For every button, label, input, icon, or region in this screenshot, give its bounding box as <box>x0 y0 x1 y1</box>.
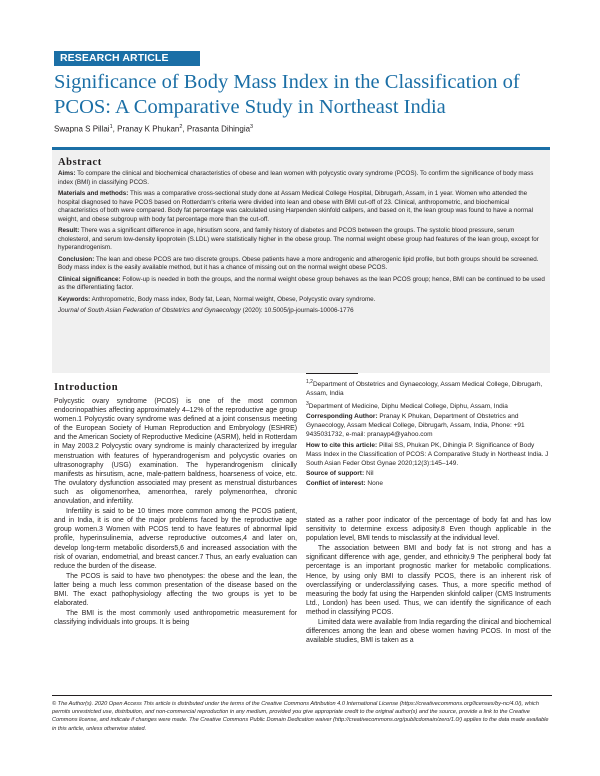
cite-text: Pillai SS, Phukan PK, Dihingia P. Significance of Body Mass Index in the Classification of PCOS: A Comparative Study in Northeast India. J South Asian Feder Obst Gynae 2020;12(3):145–149. <box>306 441 549 467</box>
abstract-clinical <box>58 276 545 293</box>
support-text: Nil <box>364 470 374 478</box>
abstract-result <box>58 227 545 253</box>
affiliation-1-2 <box>306 378 551 399</box>
affiliation-3 <box>306 400 551 411</box>
affiliation-text: Department of Obstetrics and Gynaecology, Assam Medical College, Dibrugarh, Assam, India <box>306 381 543 398</box>
how-to-cite <box>306 441 551 469</box>
author-affiliation-mark: 3 <box>250 124 254 130</box>
clinical-text: Follow-up is needed in both the groups, and the normal weight obese group behaves as the lean PCOS group; hence, BMI can be continued to be used as the differentiating factor. <box>58 275 545 291</box>
abstract-conclusion <box>58 256 545 273</box>
affiliation-rule <box>306 373 358 374</box>
intro-paragraph: stated as a rather poor indicator of the percentage of body fat and has low sensitivity to determine excess adiposity.8 Even though applicable in the population level, BMI tends to misclassify at the individual level. <box>306 517 551 543</box>
aims-text: To compare the clinical and biochemical characteristics of obese and lean women with polycystic ovary syndrome (PCOS). To confirm the significance of body mass index (BMI) in classifying PCOS. <box>58 170 534 186</box>
abstract-aims <box>58 170 545 187</box>
intro-paragraph: Polycystic ovary syndrome (PCOS) is one of the most common endocrinopathies affecting approximately 4–12% of the reproductive age group women.1 Polycystic ovary syndrome was defined at a joint consensus meeting of the European Society of Human Reproduction and Embryology (ESHRE) and the American Society of Reproductive Medicine (ASRM), held in Rotterdam in May 2003.2 Polycystic ovary syndrome is mainly characterized by irregular menstruation with features of hyperandrogenism and polycystic ovaries on ultrasonography (USG) examination. The hyperandrogenism clinically manifests as hirsutism, acne, male-pattern baldness, hoarseness of voice, etc. The ovulatory dysfunction associated may present as menstrual disturbances such as oligomenorrhea, amenorrhea, rarely polymenorrhea, chronic anovulation, and infertility. <box>54 398 297 506</box>
keywords-label: Keywords: <box>58 295 91 303</box>
intro-paragraph: The PCOS is said to have two phenotypes: the obese and the lean, the latter being a much less common presentation of the disease based on the BMI. The exact pathophysiology affecting the two groups is yet to be elaborated. <box>54 572 297 608</box>
abstract-methods <box>58 190 545 224</box>
conclusion-label: Conclusion: <box>58 255 95 263</box>
right-column <box>306 516 551 645</box>
author-list: Swapna S Pillai$^1$, Pranay K Phukan$^2$, Prasanta Dihingia$^3$ <box>54 124 254 134</box>
article-title: Significance of Body Mass Index in the Classification of PCOS: A Comparative Study in Northeast India <box>54 71 520 118</box>
methods-text: This was a comparative cross-sectional study done at Assam Medical College Hospital, Dibrugarh, Assam, in 1 year. Women who attended the hospital diagnosed to have PCOS based on Rotterdam's criteria were divided into lean and obese with BMI cut-off of 23. Clinical, anthropometric, and biochemical characteristics of both were compared. Body fat percentage was calculated using Harpenden skinfold calipers, and based on it, the lean group was found to have a normal weight, and obese subgroup with body fat percentage more than the cut-off. <box>58 190 533 223</box>
source-of-support <box>306 469 551 478</box>
footer-rule <box>52 695 552 696</box>
result-text: There was a significant difference in age, hirsutism score, and family history of diabetes and PCOS between the groups. The systolic blood pressure, serum cholesterol, and serum low-density lipoprotein (S.LDL) were statistically higher in the obese group. The normal weight obese group had features of the lean group, except for hyperandrogenism. <box>58 227 539 251</box>
affiliation-block <box>306 378 551 490</box>
article-type-banner: RESEARCH ARTICLE <box>54 51 200 66</box>
author-affiliation-mark: 1 <box>109 124 113 130</box>
corr-label: Corresponding Author: <box>306 412 378 420</box>
affiliation-mark: 1,2 <box>306 379 313 385</box>
journal-name: Journal of South Asian Federation of Obstetrics and Gynaecology <box>58 307 241 314</box>
corr-text: Pranay K Phukan, Department of Obstetrics and Gynaecology, Assam Medical College, Dibrugarh, Assam, India, Phone: +91 9435031732, e-mail: pranayp4@yahoo.com <box>306 412 525 439</box>
abstract-body <box>58 170 545 319</box>
introduction-heading: Introduction <box>54 382 119 393</box>
intro-paragraph: Limited data were available from India regarding the clinical and biochemical differences among the lean and obese women having PCOS. In most of the available studies, BMI is taken as a <box>306 619 551 645</box>
aims-label: Aims: <box>58 170 76 177</box>
doi-text: (2020): 10.5005/jp-journals-10006-1776 <box>240 307 354 314</box>
abstract-citation <box>58 307 545 316</box>
intro-paragraph: Infertility is said to be 10 times more common among the PCOS patient, and in India, it is one of the major problems faced by the reproductive age group women.3 Women with PCOS tend to have features of abnormal lipid profile, hyperinsulinemia, adverse reproductive outcomes,4 and later on, develop long-term metabolic disorders5,6 and increased association with the risk of ovarian, endometrial, and breast cancer.7 Thus, an early evaluation can reduce the burden of the disease. <box>54 508 297 570</box>
methods-label: Materials and methods: <box>58 190 129 197</box>
conflict-of-interest <box>306 479 551 488</box>
abstract-heading: Abstract <box>58 157 102 168</box>
abstract-keywords <box>58 296 545 305</box>
affiliation-mark: 3 <box>306 400 309 407</box>
corresponding-author <box>306 412 551 440</box>
author-name: Pranay K Phukan <box>117 124 180 134</box>
left-column <box>54 397 297 627</box>
author-name: Prasanta Dihingia <box>186 124 251 134</box>
conclusion-text: The lean and obese PCOS are two discrete groups. Obese patients have a more androgenic and atherogenic lipid profile, but both groups should be screened. Body mass index is the easily available method, but it has a chance of missing out on the normal weight obese PCOS. <box>58 255 539 271</box>
author-affiliation-mark: 2 <box>179 124 183 130</box>
affiliation-text: Department of Medicine, Diphu Medical College, Diphu, Assam, India <box>308 402 508 410</box>
conflict-label: Conflict of interest: <box>306 480 366 488</box>
keywords-text: Anthropometric, Body mass index, Body fat, Lean, Normal weight, Obese, Polycystic ovary syndrome. <box>90 295 376 303</box>
intro-paragraph: The association between BMI and body fat is not strong and has a significant difference with age, gender, and ethnicity.9 The peripheral body fat percentage is an important prognostic marker for metabolic complications. Hence, by using only BMI to classify PCOS, there is an inherent risk of overclassifying or underclassifying cases. Thus, a more specific method of measuring the body fat using the Harpenden skinfold caliper (CMS Instruments Ltd., London) has been used. Thus, we can identify the significance of each method in classifying PCOS. <box>306 545 551 616</box>
author-name: Swapna S Pillai <box>54 124 110 134</box>
cite-label: How to cite this article: <box>306 441 378 449</box>
conflict-text: None <box>365 480 383 488</box>
support-label: Source of support: <box>306 470 365 478</box>
license-footer: © The Author(s). 2020 Open Access This article is distributed under the terms of the Creative Commons Attribution 4.0 International License (https://creativecommons.org/licenses/by-nc/4.0/), which permits unrestricted use, distribution, and non-commercial reproduction in any medium, provided you give appropriate credit to the original author(s) and the source, provide a link to the Creative Commons license, and indicate if changes were made. The Creative Commons Public Domain Dedication waiver (http://creativecommons.org/publicdomain/zero/1.0/) applies to the data made available in this article, unless otherwise stated. <box>52 701 549 732</box>
clinical-label: Clinical significance: <box>58 275 121 283</box>
intro-paragraph: The BMI is the most commonly used anthropometric measurement for classifying individuals into groups. It is being <box>54 610 297 627</box>
result-label: Result: <box>58 227 80 234</box>
